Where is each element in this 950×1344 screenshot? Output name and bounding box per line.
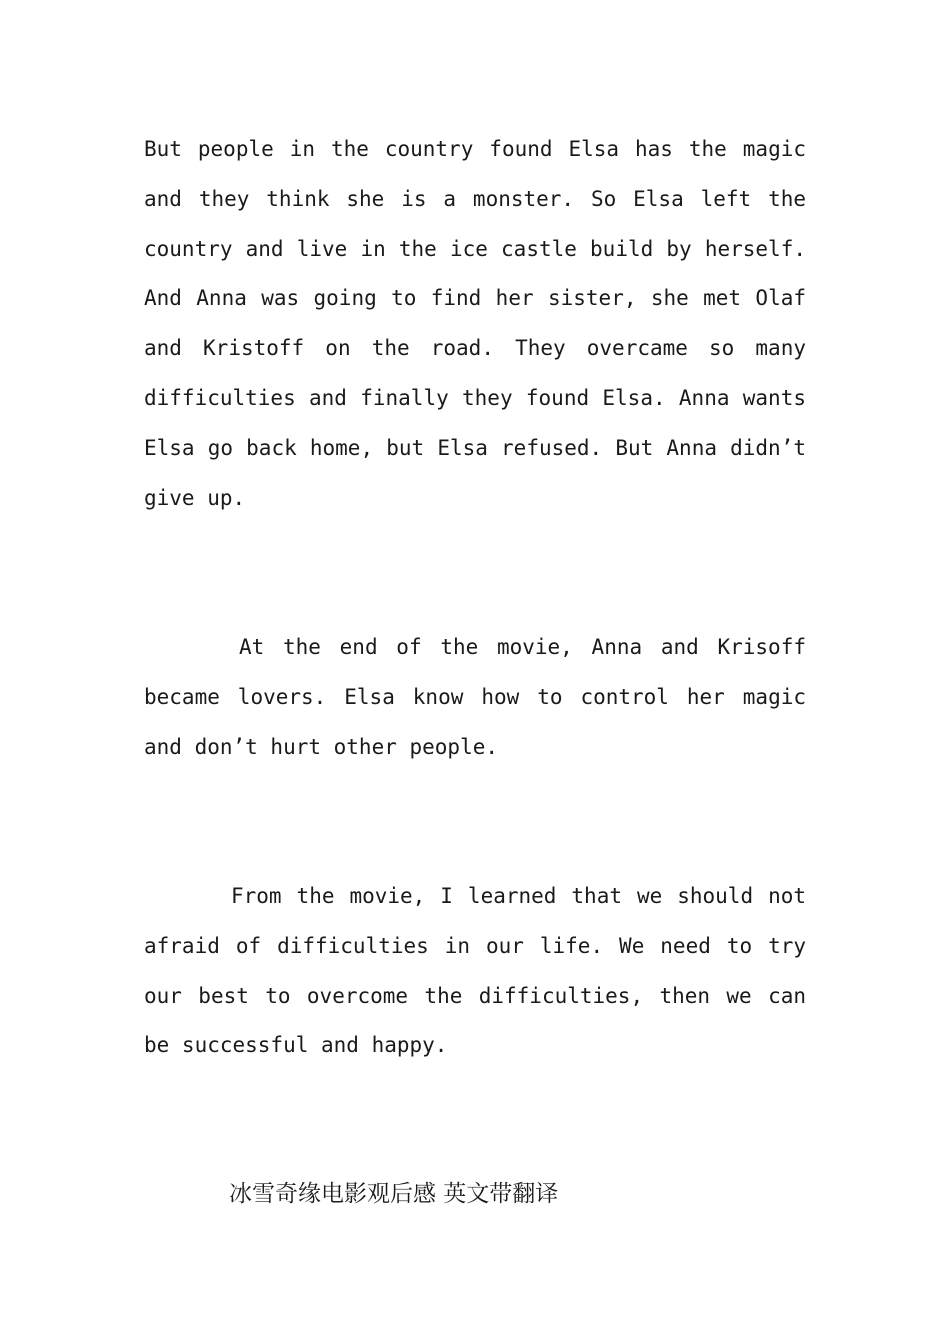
document-footer-title: 冰雪奇缘电影观后感 英文带翻译 <box>229 1181 559 1207</box>
paragraph-ending: At the end of the movie, Anna and Krisoff became lovers. Elsa know how to control her magic and don’t hurt other people. <box>144 635 806 759</box>
paragraph-story: But people in the country found Elsa has the magic and they think she is a monster. So Elsa left the country and live in the ice castle build by herself. And Anna was going to find her sister, she met Olaf and Kristoff on the road. They overcame so many difficulties and finally they found Elsa. Anna wants Elsa go back home, but Elsa refused. But Anna didn’t give up. <box>144 137 806 510</box>
paragraph-lesson: From the movie, I learned that we should not afraid of difficulties in our life. We need to try our best to overcome the difficulties, then we can be successful and happy. <box>144 884 806 1058</box>
